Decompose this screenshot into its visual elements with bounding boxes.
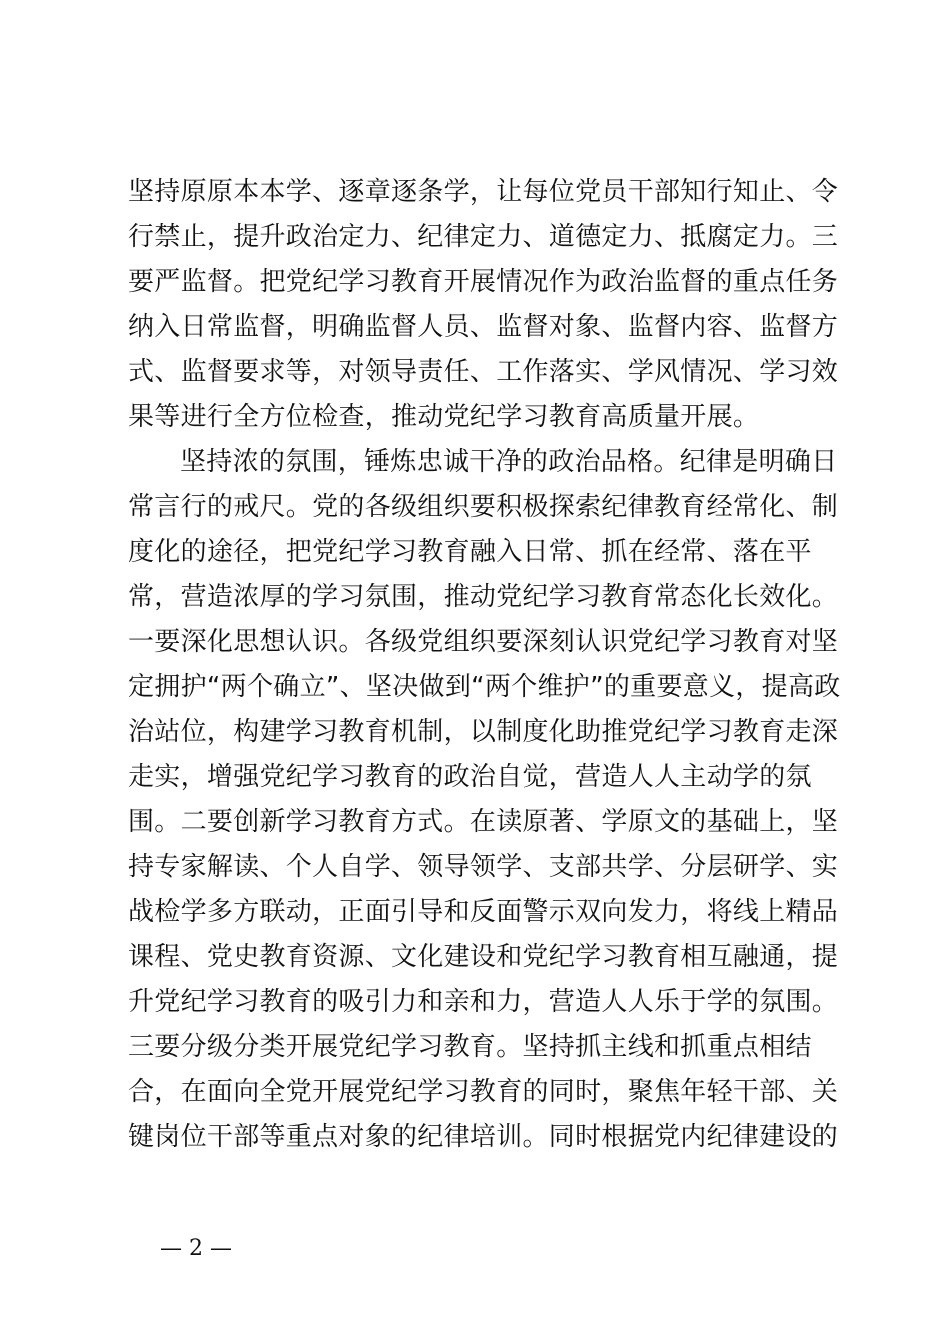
text-line: 常，营造浓厚的学习氛围，推动党纪学习教育常态化长效化。 [128,582,839,612]
text-line: 围。二要创新学习教育方式。在读原著、学原文的基础上，坚 [128,807,839,837]
text-line: 要严监督。把党纪学习教育开展情况作为政治监督的重点任务 [128,267,839,297]
page-number: — 2 — [160,1236,232,1261]
text-line: 升党纪学习教育的吸引力和亲和力，营造人人乐于学的氛围。 [128,987,839,1017]
text-line: 课程、党史教育资源、文化建设和党纪学习教育相互融通，提 [128,942,839,972]
text-line: 三要分级分类开展党纪学习教育。坚持抓主线和抓重点相结 [128,1032,812,1062]
text-line: 坚持原原本本学、逐章逐条学，让每位党员干部知行知止、令 [128,177,839,207]
text-line: 定拥护“两个确立”、坚决做到“两个维护”的重要意义，提高政 [128,672,841,702]
paragraph-first-line: 坚持浓的氛围，锤炼忠诚干净的政治品格。纪律是明确日 [180,447,838,477]
text-line: 行禁止，提升政治定力、纪律定力、道德定力、抵腐定力。三 [128,222,839,252]
text-line: 度化的途径，把党纪学习教育融入日常、抓在经常、落在平 [128,537,812,567]
text-line: 战检学多方联动，正面引导和反面警示双向发力，将线上精品 [128,897,839,927]
text-line: 常言行的戒尺。党的各级组织要积极探索纪律教育经常化、制 [128,492,839,522]
text-line: 一要深化思想认识。各级党组织要深刻认识党纪学习教育对坚 [128,627,839,657]
text-line: 纳入日常监督，明确监督人员、监督对象、监督内容、监督方 [128,312,839,342]
body-text [128,170,841,1160]
text-line: 持专家解读、个人自学、领导领学、支部共学、分层研学、实 [128,852,839,882]
text-line: 式、监督要求等，对领导责任、工作落实、学风情况、学习效 [128,357,839,387]
text-line: 果等进行全方位检查，推动党纪学习教育高质量开展。 [128,402,760,432]
text-line: 治站位，构建学习教育机制，以制度化助推党纪学习教育走深 [128,717,839,747]
text-line: 键岗位干部等重点对象的纪律培训。同时根据党内纪律建设的 [128,1122,839,1152]
text-line: 合，在面向全党开展党纪学习教育的同时，聚焦年轻干部、关 [128,1077,839,1107]
text-line: 走实，增强党纪学习教育的政治自觉，营造人人主动学的氛 [128,762,812,792]
